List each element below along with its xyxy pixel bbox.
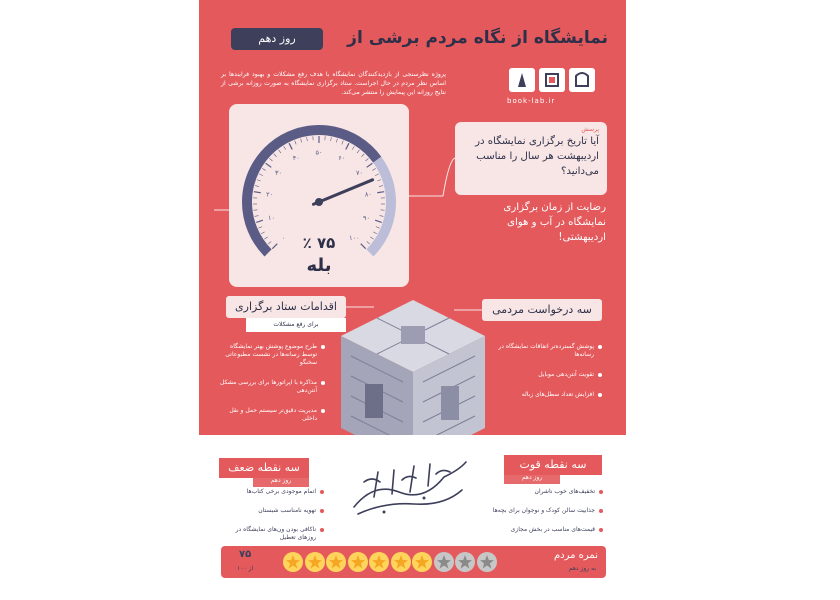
gauge-tick-label: ۴۰ bbox=[292, 153, 300, 162]
gauge-percent: ٪ ۷۵ bbox=[302, 234, 336, 252]
bullet-icon bbox=[321, 409, 325, 413]
star-empty-icon bbox=[455, 552, 475, 572]
star-filled-icon bbox=[369, 552, 389, 572]
staff-actions-subtitle: برای رفع مشکلات bbox=[246, 318, 346, 332]
bullet-icon bbox=[599, 490, 603, 494]
strengths-title: سه نقطه قوت bbox=[504, 455, 602, 475]
weaknesses-subtitle: روز دهم bbox=[253, 475, 309, 487]
star-filled-icon bbox=[348, 552, 368, 572]
bullet-icon bbox=[320, 490, 324, 494]
gauge-tick-label: ۳۰ bbox=[275, 169, 283, 178]
list-item: تقویت آنتن‌دهی موبایل bbox=[494, 371, 602, 379]
weaknesses-title: سه نقطه ضعف bbox=[219, 458, 309, 478]
gauge-tick-label: ۰ bbox=[281, 233, 286, 242]
question-card bbox=[455, 122, 607, 195]
strengths-subtitle: روز دهم bbox=[504, 472, 560, 484]
list-item: مذاکره با اپراتورها برای بررسی مشکل آنتن‌دهی bbox=[219, 379, 325, 395]
star-empty-icon bbox=[477, 552, 497, 572]
bullet-icon bbox=[599, 528, 603, 532]
bullet-icon bbox=[321, 381, 325, 385]
answer-text: رضایت از زمان برگزاری نمایشگاه در آب و هوای اردیبهشتی! bbox=[503, 202, 606, 243]
weaknesses-list bbox=[219, 488, 324, 553]
bullet-icon bbox=[599, 509, 603, 513]
page-title: نمایشگاه از نگاه مردم برشی از bbox=[347, 28, 608, 48]
day-badge: روز دهم bbox=[231, 28, 323, 50]
list-item: جذابیت سالن کودک و نوجوان برای بچه‌ها bbox=[491, 507, 603, 515]
question-tag: پرسش bbox=[581, 126, 599, 133]
star-filled-icon bbox=[283, 552, 303, 572]
gauge-tick-label: ۱۰ bbox=[267, 213, 275, 222]
score-subtitle: به روز دهم bbox=[568, 565, 596, 572]
star-filled-icon bbox=[305, 552, 325, 572]
gauge-tick-label: ۵۰ bbox=[315, 148, 323, 157]
gauge-tick-label: ۶۰ bbox=[338, 153, 346, 162]
list-item: ناکافی بودن ون‌های نمایشگاه در روزهای تعطیل bbox=[219, 526, 324, 542]
star-filled-icon bbox=[412, 552, 432, 572]
gauge-tick-label: ۱۰۰ bbox=[349, 233, 360, 242]
bullet-icon bbox=[598, 393, 602, 397]
list-item: قیمت‌های مناسب در بخش مجازی bbox=[491, 526, 603, 534]
public-requests-list bbox=[494, 343, 602, 411]
list-item: طرح موضوع پوشش بهتر نمایشگاه توسط رسانه‌ها در نشست مطبوعاتی سخنگو bbox=[219, 343, 325, 367]
score-out-of: از ۱۰۰ bbox=[237, 565, 254, 572]
list-item: افزایش تعداد سطل‌های زباله bbox=[494, 391, 602, 399]
poster bbox=[199, 0, 626, 600]
gauge-tick-label: ۷۰ bbox=[355, 169, 363, 178]
gauge-tick-label: ۹۰ bbox=[363, 213, 371, 222]
book-fair-calligraphy-logo bbox=[344, 452, 474, 524]
question-text: آیا تاریخ برگزاری نمایشگاه در اردیبهشت هر سال را مناسب می‌دانید؟ bbox=[475, 136, 599, 177]
public-requests-title: سه درخواست مردمی bbox=[482, 299, 602, 321]
list-item: اتمام موجودی برخی کتاب‌ها bbox=[219, 488, 324, 496]
star-filled-icon bbox=[326, 552, 346, 572]
staff-actions-title: اقدامات ستاد برگزاری bbox=[226, 296, 346, 318]
bullet-icon bbox=[320, 509, 324, 513]
star-filled-icon bbox=[391, 552, 411, 572]
star-empty-icon bbox=[434, 552, 454, 572]
strengths-list bbox=[491, 488, 603, 545]
score-value: ۷۵ bbox=[239, 549, 252, 560]
list-item: تهویه نامناسب شبستان bbox=[219, 507, 324, 515]
score-title: نمره مردم bbox=[553, 550, 598, 561]
score-bar bbox=[221, 546, 606, 578]
list-item: مدیریت دقیق‌تر سیستم حمل و نقل داخلی bbox=[219, 407, 325, 423]
staff-actions-list bbox=[219, 343, 325, 435]
star-rating bbox=[283, 551, 499, 573]
list-item: تخفیف‌های خوب ناشران bbox=[491, 488, 603, 496]
site-url: book-lab.ir bbox=[507, 97, 556, 105]
gauge-answer-word: بله bbox=[306, 255, 332, 276]
bullet-icon bbox=[321, 345, 325, 349]
bullet-icon bbox=[598, 373, 602, 377]
gauge-tick-label: ۸۰ bbox=[364, 190, 372, 199]
gauge-tick-label: ۲۰ bbox=[266, 190, 274, 199]
bullet-icon bbox=[598, 345, 602, 349]
list-item: پوشش گسترده‌تر اتفاقات نمایشگاه در رسانه‌ها bbox=[494, 343, 602, 359]
bullet-icon bbox=[320, 528, 324, 532]
intro-text: پروژه نظرسنجی از بازدیدکنندگان نمایشگاه با هدف رفع مشکلات و بهبود فرایندها بر اساس نظر مردم در حال اجراست. ستاد برگزاری نمایشگاه به صورت روزانه برشی از نتایج روزانه این پیمایش را منتشر می‌کند. bbox=[221, 71, 446, 96]
